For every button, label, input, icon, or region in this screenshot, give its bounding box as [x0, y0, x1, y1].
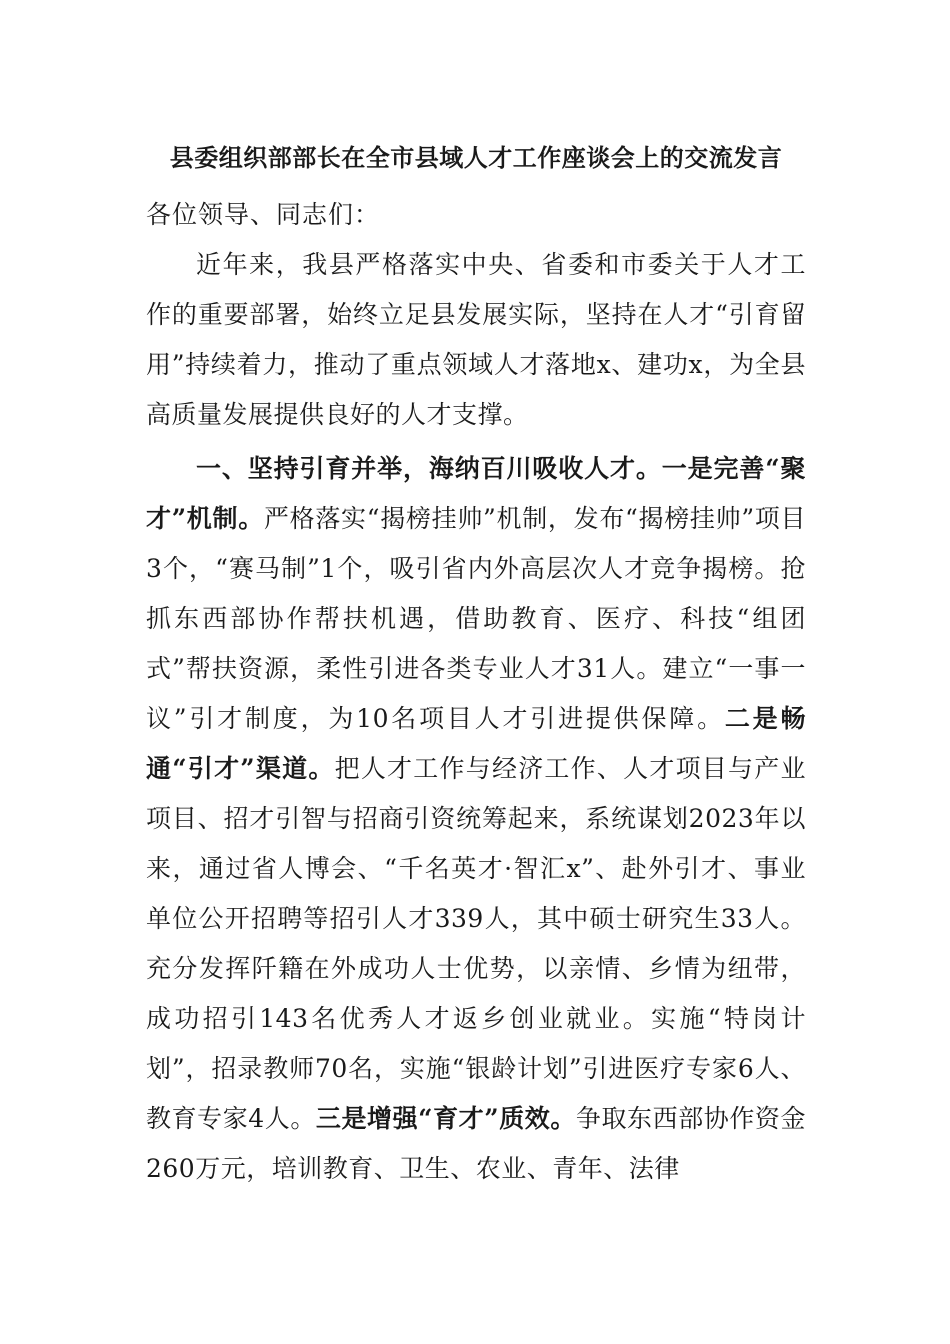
point-1-text: 严格落实“揭榜挂帅”机制，发布“揭榜挂帅”项目3个，“赛马制”1个，吸引省内外高层次人才竞争揭榜。抢抓东西部协作帮扶机遇，借助教育、医疗、科技“组团式”帮扶资源，柔性引进各类专业人才31人。建立“一事一议”引才制度，为10名项目人才引进提供保障。	[146, 504, 806, 733]
point-3-text: 争取东西部协作资金260万元，培训教育、卫生、农业、青年、法律	[146, 1104, 806, 1183]
document-title: 县委组织部部长在全市县域人才工作座谈会上的交流发言	[169, 143, 783, 172]
intro-paragraph: 近年来，我县严格落实中央、省委和市委关于人才工作的重要部署，始终立足县发展实际，坚持在人才“引育留用”持续着力，推动了重点领域人才落地x、建功x，为全县高质量发展提供良好的人才支撑。	[146, 250, 806, 429]
point-2-text: 把人才工作与经济工作、人才项目与产业项目、招才引智与招商引资统筹起来，系统谋划2023年以来，通过省人博会、“千名英才·智汇x”、赴外引才、事业单位公开招聘等招引人才339人，其中硕士研究生33人。充分发挥阡籍在外成功人士优势，以亲情、乡情为纽带，成功招引143名优秀人才返乡创业就业。实施“特岗计划”，招录教师70名，实施“银龄计划”引进医疗专家6人、教育专家4人。	[146, 754, 806, 1133]
section-1-heading: 一、坚持引育并举，海纳百川吸收人才。	[196, 454, 662, 483]
point-1-heading: 一是完善“聚才”机制。	[146, 454, 806, 533]
document-page	[146, 140, 806, 1194]
point-2-heading: 二是畅通“引才”渠道。	[146, 704, 806, 783]
point-3-heading: 三是增强“育才”质效。	[315, 1104, 576, 1133]
section-1-paragraph	[146, 444, 806, 1194]
salutation: 各位领导、同志们：	[146, 200, 381, 229]
